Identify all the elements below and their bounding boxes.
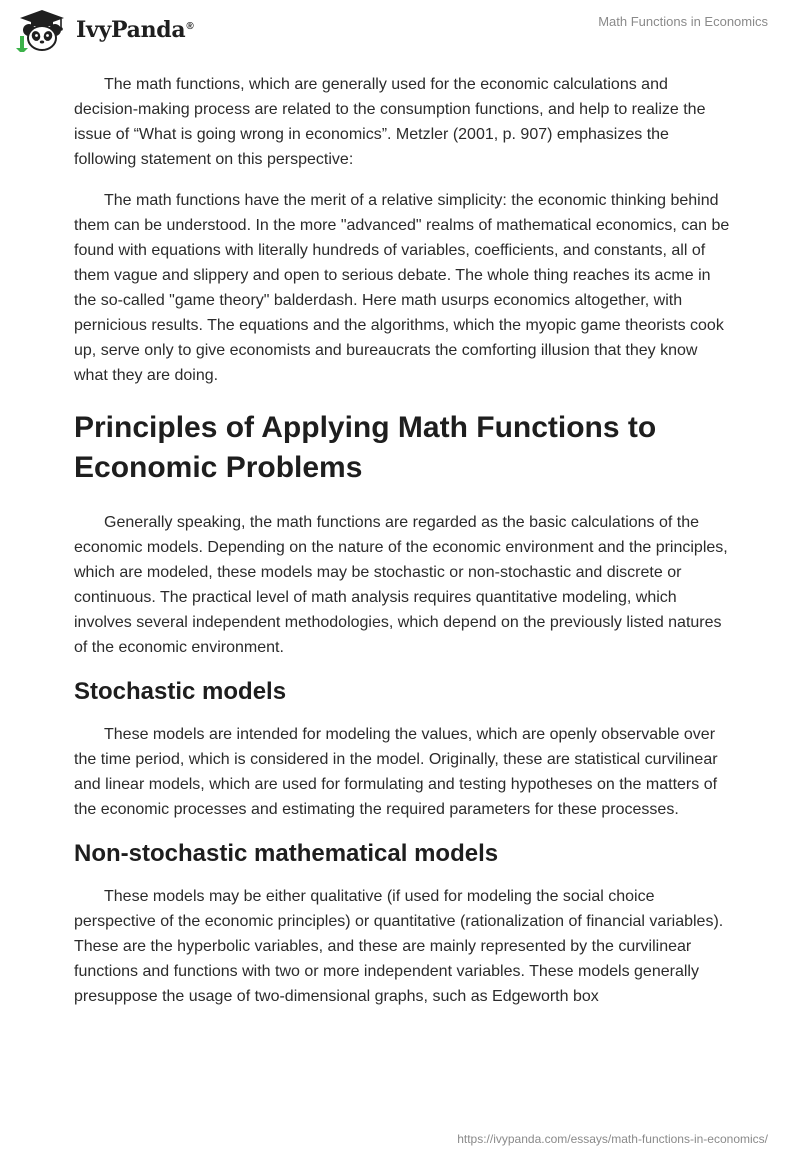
source-url[interactable]: https://ivypanda.com/essays/math-functions-in-economics/ [457, 1132, 768, 1146]
block-quote: The math functions have the merit of a relative simplicity: the economic thinking behind them can be understood. In the more "advanced" realms of mathematical economics, can be found with equations with literally hundreds of variables, coefficients, and constants, all of them vague and slippery and open to serious debate. The whole thing reaches its acme in the so-called "game theory" balderdash. Here math usurps economics altogether, with pernicious results. The equations and the algorithms, which the myopic game theorists cook up, serve only to give economists and bureaucrats the comforting illusion that they know what they are doing. [74, 192, 730, 384]
heading-non-stochastic: Non-stochastic mathematical models [74, 840, 499, 867]
brand-logo[interactable] [14, 8, 193, 52]
paragraph-stochastic: These models are intended for modeling the values, which are openly observable over the time period, which is considered in the model. Originally, these are statistical curvilinear and linear models, which are used for formulating and testing hypotheses on the matters of the economic processes and estimating the required parameters for these processes. [74, 726, 718, 818]
panda-graduate-icon [14, 8, 70, 52]
heading-principles: Principles of Applying Math Functions to Economic Problems [74, 411, 657, 484]
brand-name: IvyPanda® [76, 17, 194, 43]
registered-mark: ® [186, 20, 194, 32]
article-body [74, 72, 734, 1025]
paragraph-non-stochastic: These models may be either qualitative (if used for modeling the social choice perspective of the economic principles) or quantitative (rationalization of financial variables). These are the hyperbolic variables, and these are mainly represented by the curvilinear functions and functions with two or more independent variables. These models generally presuppose the usage of two-dimensional graphs, such as Edgeworth box [74, 888, 724, 1005]
paragraph-principles: Generally speaking, the math functions are regarded as the basic calculations of the economic models. Depending on the nature of the economic environment and the principles, which are modeled, these models may be stochastic or non-stochastic and discrete or continuous. The practical level of math analysis requires quantitative modeling, which involves several independent methodologies, which depend on the previously listed natures of the economic environment. [74, 514, 728, 656]
heading-stochastic: Stochastic models [74, 678, 287, 705]
page-header [0, 0, 800, 60]
document-title: Math Functions in Economics [598, 14, 768, 29]
paragraph-intro: The math functions, which are generally used for the economic calculations and decision-making process are related to the consumption functions, and help to realize the issue of “What is going wrong in economics”. Metzler (2001, p. 907) emphasizes the following statement on this perspective: [74, 76, 706, 168]
